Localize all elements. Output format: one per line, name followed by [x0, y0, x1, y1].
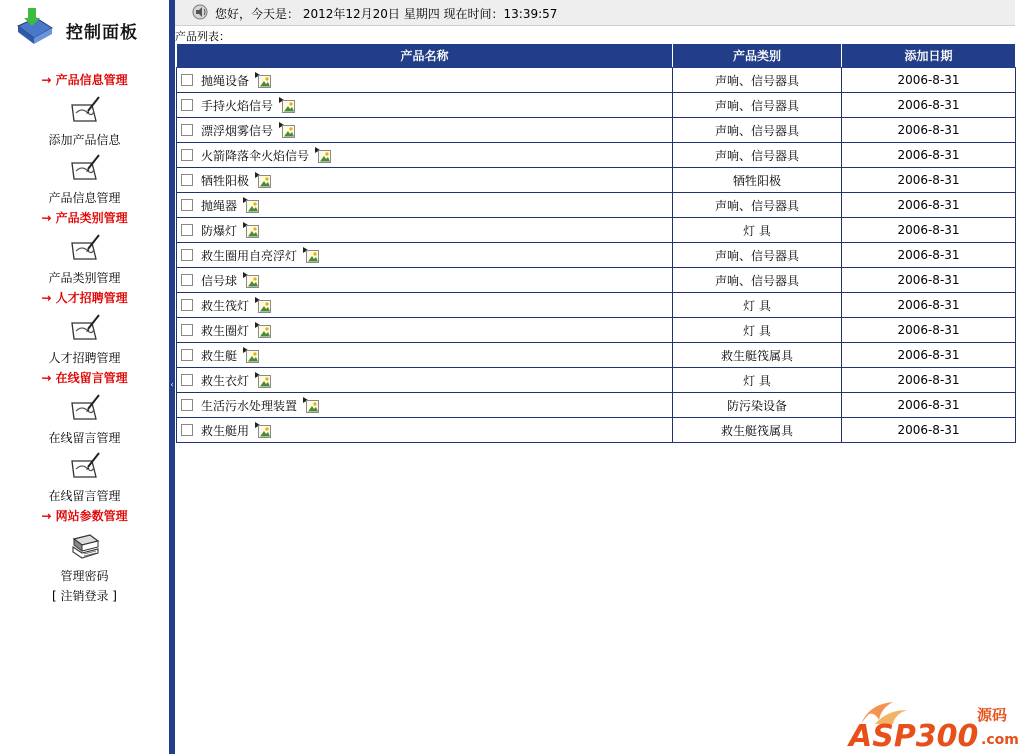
table-row [177, 243, 1016, 268]
image-icon[interactable] [243, 197, 259, 213]
cell-product-name [177, 93, 673, 118]
row-checkbox[interactable] [181, 174, 193, 186]
cell-added-date: 2006-8-31 [842, 193, 1016, 218]
cell-product-category: 声响、信号器具 [673, 268, 842, 293]
cell-product-category: 灯 具 [673, 318, 842, 343]
cell-added-date: 2006-8-31 [842, 343, 1016, 368]
image-icon[interactable] [255, 72, 271, 88]
sidebar [0, 0, 169, 754]
image-icon[interactable] [243, 222, 259, 238]
cell-added-date: 2006-8-31 [842, 68, 1016, 93]
row-checkbox[interactable] [181, 424, 193, 436]
edit-icon [68, 233, 102, 263]
table-row [177, 393, 1016, 418]
product-name-link[interactable]: 救生筏灯 [201, 298, 250, 313]
cell-product-name [177, 218, 673, 243]
table-row [177, 168, 1016, 193]
cell-product-name [177, 193, 673, 218]
product-name-link[interactable]: 防爆灯 [201, 223, 238, 238]
sidebar-item-label: 管理密码 [60, 569, 109, 583]
cell-product-category: 声响、信号器具 [673, 118, 842, 143]
cell-product-category: 声响、信号器具 [673, 93, 842, 118]
cell-product-category: 声响、信号器具 [673, 68, 842, 93]
table-header-row [177, 44, 1016, 68]
sidebar-item-label: 产品信息管理 [48, 191, 121, 205]
control-panel-logo [14, 4, 154, 46]
table-row [177, 143, 1016, 168]
cell-product-category: 灯 具 [673, 218, 842, 243]
image-icon[interactable] [243, 347, 259, 363]
column-header-name: 产品名称 [177, 44, 673, 68]
table-row [177, 293, 1016, 318]
cell-product-name [177, 318, 673, 343]
cell-added-date: 2006-8-31 [842, 168, 1016, 193]
cell-product-category: 救生艇筏属具 [673, 418, 842, 443]
product-name-link[interactable]: 信号球 [201, 273, 238, 288]
row-checkbox[interactable] [181, 399, 193, 411]
sidebar-item-manage-recruitment[interactable] [0, 313, 169, 366]
speaker-icon [192, 4, 210, 20]
cell-added-date: 2006-8-31 [842, 318, 1016, 343]
image-icon[interactable] [279, 122, 295, 138]
edit-icon [68, 153, 102, 183]
watermark-brand: ASP300 [849, 719, 979, 754]
image-icon[interactable] [315, 147, 331, 163]
logout-link[interactable]: [ 注销登录 ] [52, 589, 117, 603]
table-row [177, 68, 1016, 93]
sidebar-item-label: 在线留言管理 [48, 489, 121, 503]
cell-added-date: 2006-8-31 [842, 293, 1016, 318]
cell-product-category: 声响、信号器具 [673, 143, 842, 168]
row-checkbox[interactable] [181, 124, 193, 136]
cell-added-date: 2006-8-31 [842, 418, 1016, 443]
cell-added-date: 2006-8-31 [842, 268, 1016, 293]
column-header-date: 添加日期 [842, 44, 1016, 68]
watermark-suffix-bottom: .com [981, 732, 1019, 748]
product-name-link[interactable]: 漂浮烟雾信号 [201, 123, 274, 138]
section-recruitment: → 人才招聘管理 [41, 291, 128, 305]
cell-product-category: 牺牲阳极 [673, 168, 842, 193]
cell-product-category: 声响、信号器具 [673, 243, 842, 268]
table-row [177, 268, 1016, 293]
product-name-link[interactable]: 救生艇用 [201, 423, 250, 438]
asp300-watermark [847, 698, 1019, 754]
sidebar-item-manage-categories[interactable] [0, 233, 169, 286]
table-row [177, 93, 1016, 118]
row-checkbox[interactable] [181, 99, 193, 111]
product-name-link[interactable]: 救生艇 [201, 348, 238, 363]
product-list-title: 产品列表： [175, 30, 230, 43]
cell-product-category: 声响、信号器具 [673, 193, 842, 218]
row-checkbox[interactable] [181, 324, 193, 336]
logo-title: 控制面板 [66, 23, 138, 43]
product-name-link[interactable]: 救生圈灯 [201, 323, 250, 338]
section-product-category: → 产品类别管理 [41, 211, 128, 225]
cell-product-name [177, 343, 673, 368]
row-checkbox[interactable] [181, 224, 193, 236]
product-name-link[interactable]: 抛绳器 [201, 198, 238, 213]
image-icon[interactable] [255, 372, 271, 388]
cell-product-name [177, 368, 673, 393]
row-checkbox[interactable] [181, 74, 193, 86]
section-site-settings: → 网站参数管理 [41, 509, 128, 523]
table-row [177, 193, 1016, 218]
row-checkbox[interactable] [181, 274, 193, 286]
cell-product-category: 灯 具 [673, 368, 842, 393]
cell-product-name [177, 418, 673, 443]
cell-product-name [177, 143, 673, 168]
section-product-info: → 产品信息管理 [41, 73, 128, 87]
column-header-category: 产品类别 [673, 44, 842, 68]
image-icon[interactable] [255, 172, 271, 188]
top-bar [175, 0, 1015, 26]
cell-product-name [177, 68, 673, 93]
cell-added-date: 2006-8-31 [842, 243, 1016, 268]
watermark-logo [847, 698, 1019, 754]
table-row [177, 368, 1016, 393]
product-name-link[interactable]: 救生衣灯 [201, 373, 250, 388]
product-name-link[interactable]: 手持火焰信号 [201, 98, 274, 113]
image-icon[interactable] [255, 297, 271, 313]
row-checkbox[interactable] [181, 199, 193, 211]
sidebar-item-manage-guestbook-2[interactable] [0, 451, 169, 504]
edit-icon [68, 393, 102, 423]
greeting-text: 您好，今天是： 2012年12月20日 星期四 现在时间：13:39:57 [215, 7, 558, 21]
cell-added-date: 2006-8-31 [842, 218, 1016, 243]
product-name-link[interactable]: 救生圈用自亮浮灯 [201, 248, 298, 263]
cell-added-date: 2006-8-31 [842, 368, 1016, 393]
edit-icon [68, 95, 102, 125]
sidebar-item-label: 添加产品信息 [48, 133, 121, 147]
cell-added-date: 2006-8-31 [842, 118, 1016, 143]
sidebar-divider [169, 0, 175, 754]
sidebar-item-label: 产品类别管理 [48, 271, 121, 285]
table-row [177, 318, 1016, 343]
cell-product-category: 灯 具 [673, 293, 842, 318]
watermark-suffix-top: 源码 [977, 706, 1008, 724]
cell-product-category: 救生艇筏属具 [673, 343, 842, 368]
section-guestbook: → 在线留言管理 [41, 371, 128, 385]
edit-icon [68, 313, 102, 343]
image-icon[interactable] [303, 397, 319, 413]
table-row [177, 418, 1016, 443]
table-row [177, 343, 1016, 368]
sidebar-item-add-product[interactable] [0, 95, 169, 148]
product-table-body [177, 68, 1016, 443]
collapse-sidebar-icon[interactable]: ‹ [170, 380, 174, 389]
product-name-link[interactable]: 牺牲阳极 [201, 173, 250, 188]
row-checkbox[interactable] [181, 349, 193, 361]
table-row [177, 218, 1016, 243]
table-row [177, 118, 1016, 143]
sidebar-item-label: 人才招聘管理 [48, 351, 121, 365]
cell-product-name [177, 268, 673, 293]
control-panel-logo-icon [14, 4, 54, 46]
sidebar-item-manage-guestbook[interactable] [0, 393, 169, 446]
cell-product-name [177, 393, 673, 418]
image-icon[interactable] [303, 247, 319, 263]
product-table [176, 43, 1016, 443]
cell-product-name [177, 168, 673, 193]
product-name-link[interactable]: 生活污水处理装置 [201, 398, 298, 413]
cell-product-name [177, 243, 673, 268]
image-icon[interactable] [255, 322, 271, 338]
product-name-link[interactable]: 火箭降落伞火焰信号 [201, 148, 310, 163]
row-checkbox[interactable] [181, 249, 193, 261]
cell-added-date: 2006-8-31 [842, 143, 1016, 168]
cell-product-category: 防污染设备 [673, 393, 842, 418]
sidebar-item-manage-products[interactable] [0, 153, 169, 206]
cell-product-name [177, 118, 673, 143]
image-icon[interactable] [255, 422, 271, 438]
product-name-link[interactable]: 抛绳设备 [201, 73, 250, 88]
sidebar-item-label: 在线留言管理 [48, 431, 121, 445]
cell-product-name [177, 293, 673, 318]
row-checkbox[interactable] [181, 149, 193, 161]
books-icon [68, 531, 102, 561]
row-checkbox[interactable] [181, 374, 193, 386]
cell-added-date: 2006-8-31 [842, 393, 1016, 418]
image-icon[interactable] [279, 97, 295, 113]
sidebar-item-admin-password[interactable] [0, 531, 169, 584]
row-checkbox[interactable] [181, 299, 193, 311]
image-icon[interactable] [243, 272, 259, 288]
cell-added-date: 2006-8-31 [842, 93, 1016, 118]
edit-icon [68, 451, 102, 481]
